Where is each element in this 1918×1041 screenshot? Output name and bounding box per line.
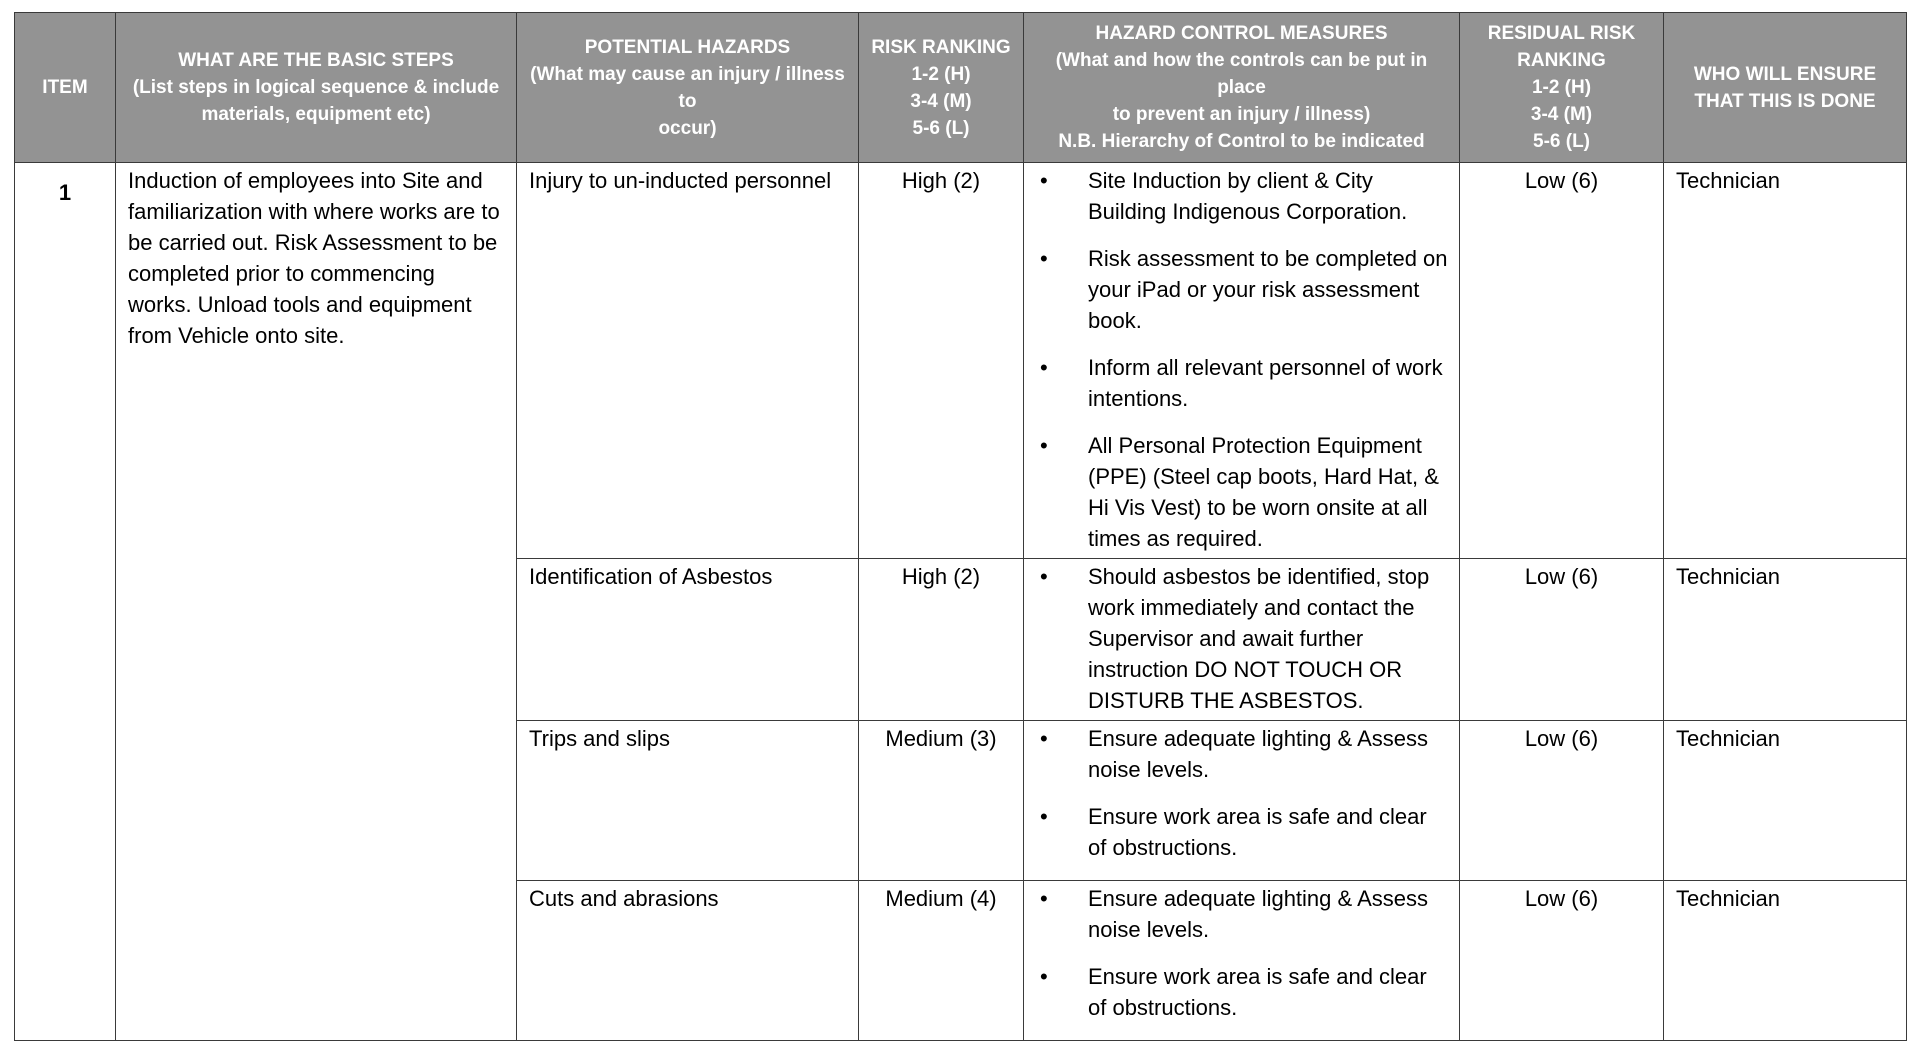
hazard-cell: Identification of Asbestos [517,559,859,721]
header-row [15,13,1907,163]
control-measure-item: • Inform all relevant personnel of work intentions. [1034,352,1449,414]
risk-ranking-cell: Medium (3) [859,721,1024,881]
hazard-cell: Injury to un-inducted personnel [517,163,859,559]
hazard-cell: Trips and slips [517,721,859,881]
control-measures-list [1034,883,1449,1023]
residual-risk-cell: Low (6) [1460,163,1664,559]
risk-ranking-cell: High (2) [859,559,1024,721]
control-measure-item: • Ensure adequate lighting & Assess noise levels. [1034,723,1449,785]
control-measure-item: • Site Induction by client & City Building Indigenous Corporation. [1034,165,1449,227]
control-measures-list [1034,723,1449,863]
risk-ranking-cell: High (2) [859,163,1024,559]
responsible-person-cell: Technician [1664,881,1907,1041]
control-measures-cell [1024,163,1460,559]
control-measure-item: • Ensure adequate lighting & Assess noise levels. [1034,883,1449,945]
control-measure-item: • Should asbestos be identified, stop work immediately and contact the Supervisor and await further instruction DO NOT TOUCH OR DISTURB THE ASBESTOS. [1034,561,1449,716]
header-risk-ranking: RISK RANKING 1-2 (H) 3-4 (M) 5-6 (L) [859,13,1024,163]
control-measure-item: • Ensure work area is safe and clear of obstructions. [1034,801,1449,863]
table-row [15,163,1907,559]
control-measures-cell [1024,881,1460,1041]
responsible-person-cell: Technician [1664,559,1907,721]
control-measures-list [1034,561,1449,716]
risk-assessment-table [14,12,1907,1041]
item-number: 1 [15,163,116,1041]
header-potential-hazards: POTENTIAL HAZARDS (What may cause an injury / illness to occur) [517,13,859,163]
header-who-will-ensure: WHO WILL ENSURE THAT THIS IS DONE [1664,13,1907,163]
residual-risk-cell: Low (6) [1460,559,1664,721]
responsible-person-cell: Technician [1664,163,1907,559]
residual-risk-cell: Low (6) [1460,881,1664,1041]
control-measures-cell [1024,721,1460,881]
header-basic-steps: WHAT ARE THE BASIC STEPS (List steps in logical sequence & include materials, equipment etc) [116,13,517,163]
basic-step-text: Induction of employees into Site and familiarization with where works are to be carried out. Risk Assessment to be completed prior to commencing works. Unload tools and equipment from Vehicle onto site. [116,163,517,1041]
header-hazard-control-measures: HAZARD CONTROL MEASURES (What and how the controls can be put in place to prevent an injury / illness) N.B. Hierarchy of Control to be indicated [1024,13,1460,163]
control-measures-list [1034,165,1449,554]
risk-assessment-document [14,12,1907,1041]
header-item: ITEM [15,13,116,163]
hazard-cell: Cuts and abrasions [517,881,859,1041]
responsible-person-cell: Technician [1664,721,1907,881]
risk-ranking-cell: Medium (4) [859,881,1024,1041]
residual-risk-cell: Low (6) [1460,721,1664,881]
control-measure-item: • All Personal Protection Equipment (PPE) (Steel cap boots, Hard Hat, & Hi Vis Vest) to be worn onsite at all times as required. [1034,430,1449,554]
header-residual-risk-ranking: RESIDUAL RISK RANKING 1-2 (H) 3-4 (M) 5-6 (L) [1460,13,1664,163]
control-measure-item: • Ensure work area is safe and clear of obstructions. [1034,961,1449,1023]
control-measure-item: • Risk assessment to be completed on your iPad or your risk assessment book. [1034,243,1449,336]
control-measures-cell [1024,559,1460,721]
